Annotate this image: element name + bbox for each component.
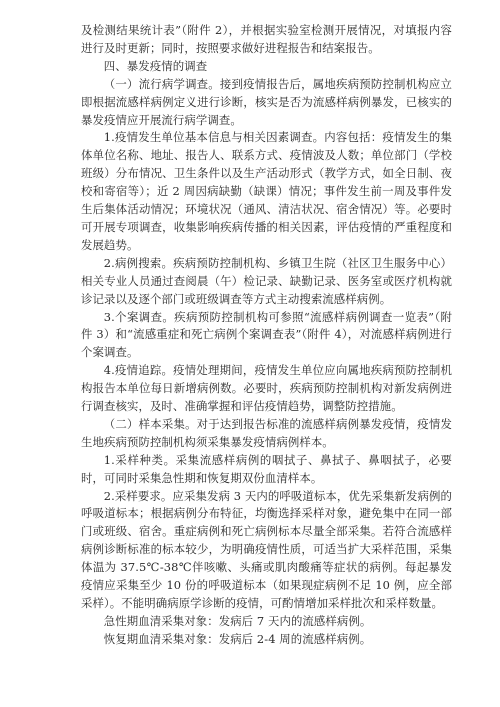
paragraph-individual-case-survey: 3.个案调查。疾病预防控制机构可参照“流感样病例调查一览表”（附件 3）和“流感重症和死亡病例个案调查表”（附件 4），对流感样病例进行个案调查。 [81, 309, 452, 360]
paragraph-sample-types: 1.采样种类。采集流感样病例的咽拭子、鼻拭子、鼻咽拭子，必要时，可同时采集急性期和恢复期双份血清样本。 [81, 452, 452, 485]
paragraph-basic-info-survey: 1.疫情发生单位基本信息与相关因素调查。内容包括：疫情发生的集体单位名称、地址、报告人、联系方式、疫情波及人数；单位部门（学校班级）分布情况、卫生条件以及生产活动形式（教学方式，如全日制、夜校和寄宿等）；近 2 周因病缺勤（缺课）情况；事件发生前一周及事件发生后集体活动情况；环境状况（通风、清洁状况、宿舍情况）等。必要时可开展专项调查，收集影响疾病传播的相关因素，评估疫情的严重程度和发展趋势。 [81, 130, 452, 252]
paragraph-case-search: 2.病例搜索。疾病预防控制机构、乡镇卫生院（社区卫生服务中心）相关专业人员通过查阅晨（午）检记录、缺勤记录、医务室或医疗机构就诊记录以及逐个部门或班级调查等方式主动搜索流感样病例。 [81, 255, 452, 306]
paragraph-outbreak-tracking: 4.疫情追踪。疫情处理期间，疫情发生单位应向属地疾病预防控制机构报告本单位每日新增病例数。必要时，疾病预防控制机构对新发病例进行调查核实，及时、准确掌握和评估疫情趋势，调整防控措施。 [81, 363, 452, 414]
paragraph-continued: 及检测结果统计表”（附件 2），并根据实验室检测开展情况，对填报内容进行及时更新；同时，按照要求做好进程报告和结案报告。 [81, 23, 452, 55]
section-heading-outbreak-investigation: 四、暴发疫情的调查 [103, 58, 208, 73]
paragraph-acute-serum: 急性期血清采集对象：发病后 7 天内的流感样病例。 [103, 613, 372, 628]
paragraph-sampling-requirements: 2.采样要求。应采集发病 3 天内的呼吸道标本，优先采集新发病例的呼吸道标本；根据病例分布特征，均衡选择采样对象，避免集中在同一部门或班级、宿舍。重症病例和死亡病例标本尽量全部采集。若符合流感样病例诊断标准的标本较少，为明确疫情性质，可适当扩大采样范围，采集体温为 37.5℃-38℃伴咳嗽、头痛或肌肉酸痛等症状的病例。每起暴发疫情应采集至少 10 份的呼吸道标本（如果现症病例不足 10 例，应全部采样）。不能明确病原学诊断的疫情，可酌情增加采样批次和采样数量。 [81, 488, 452, 610]
paragraph-sample-collection: （二）样本采集。对于达到报告标准的流感样病例暴发疫情，疫情发生地疾病预防控制机构须采集暴发疫情病例样本。 [81, 416, 452, 449]
paragraph-epidemiological-investigation: （一）流行病学调查。接到疫情报告后，属地疾病预防控制机构应立即根据流感样病例定义进行诊断，核实是否为流感样病例暴发，已核实的暴发疫情应开展流行病学调查。 [81, 76, 452, 127]
paragraph-convalescent-serum: 恢复期血清采集对象：发病后 2-4 周的流感样病例。 [103, 631, 372, 646]
